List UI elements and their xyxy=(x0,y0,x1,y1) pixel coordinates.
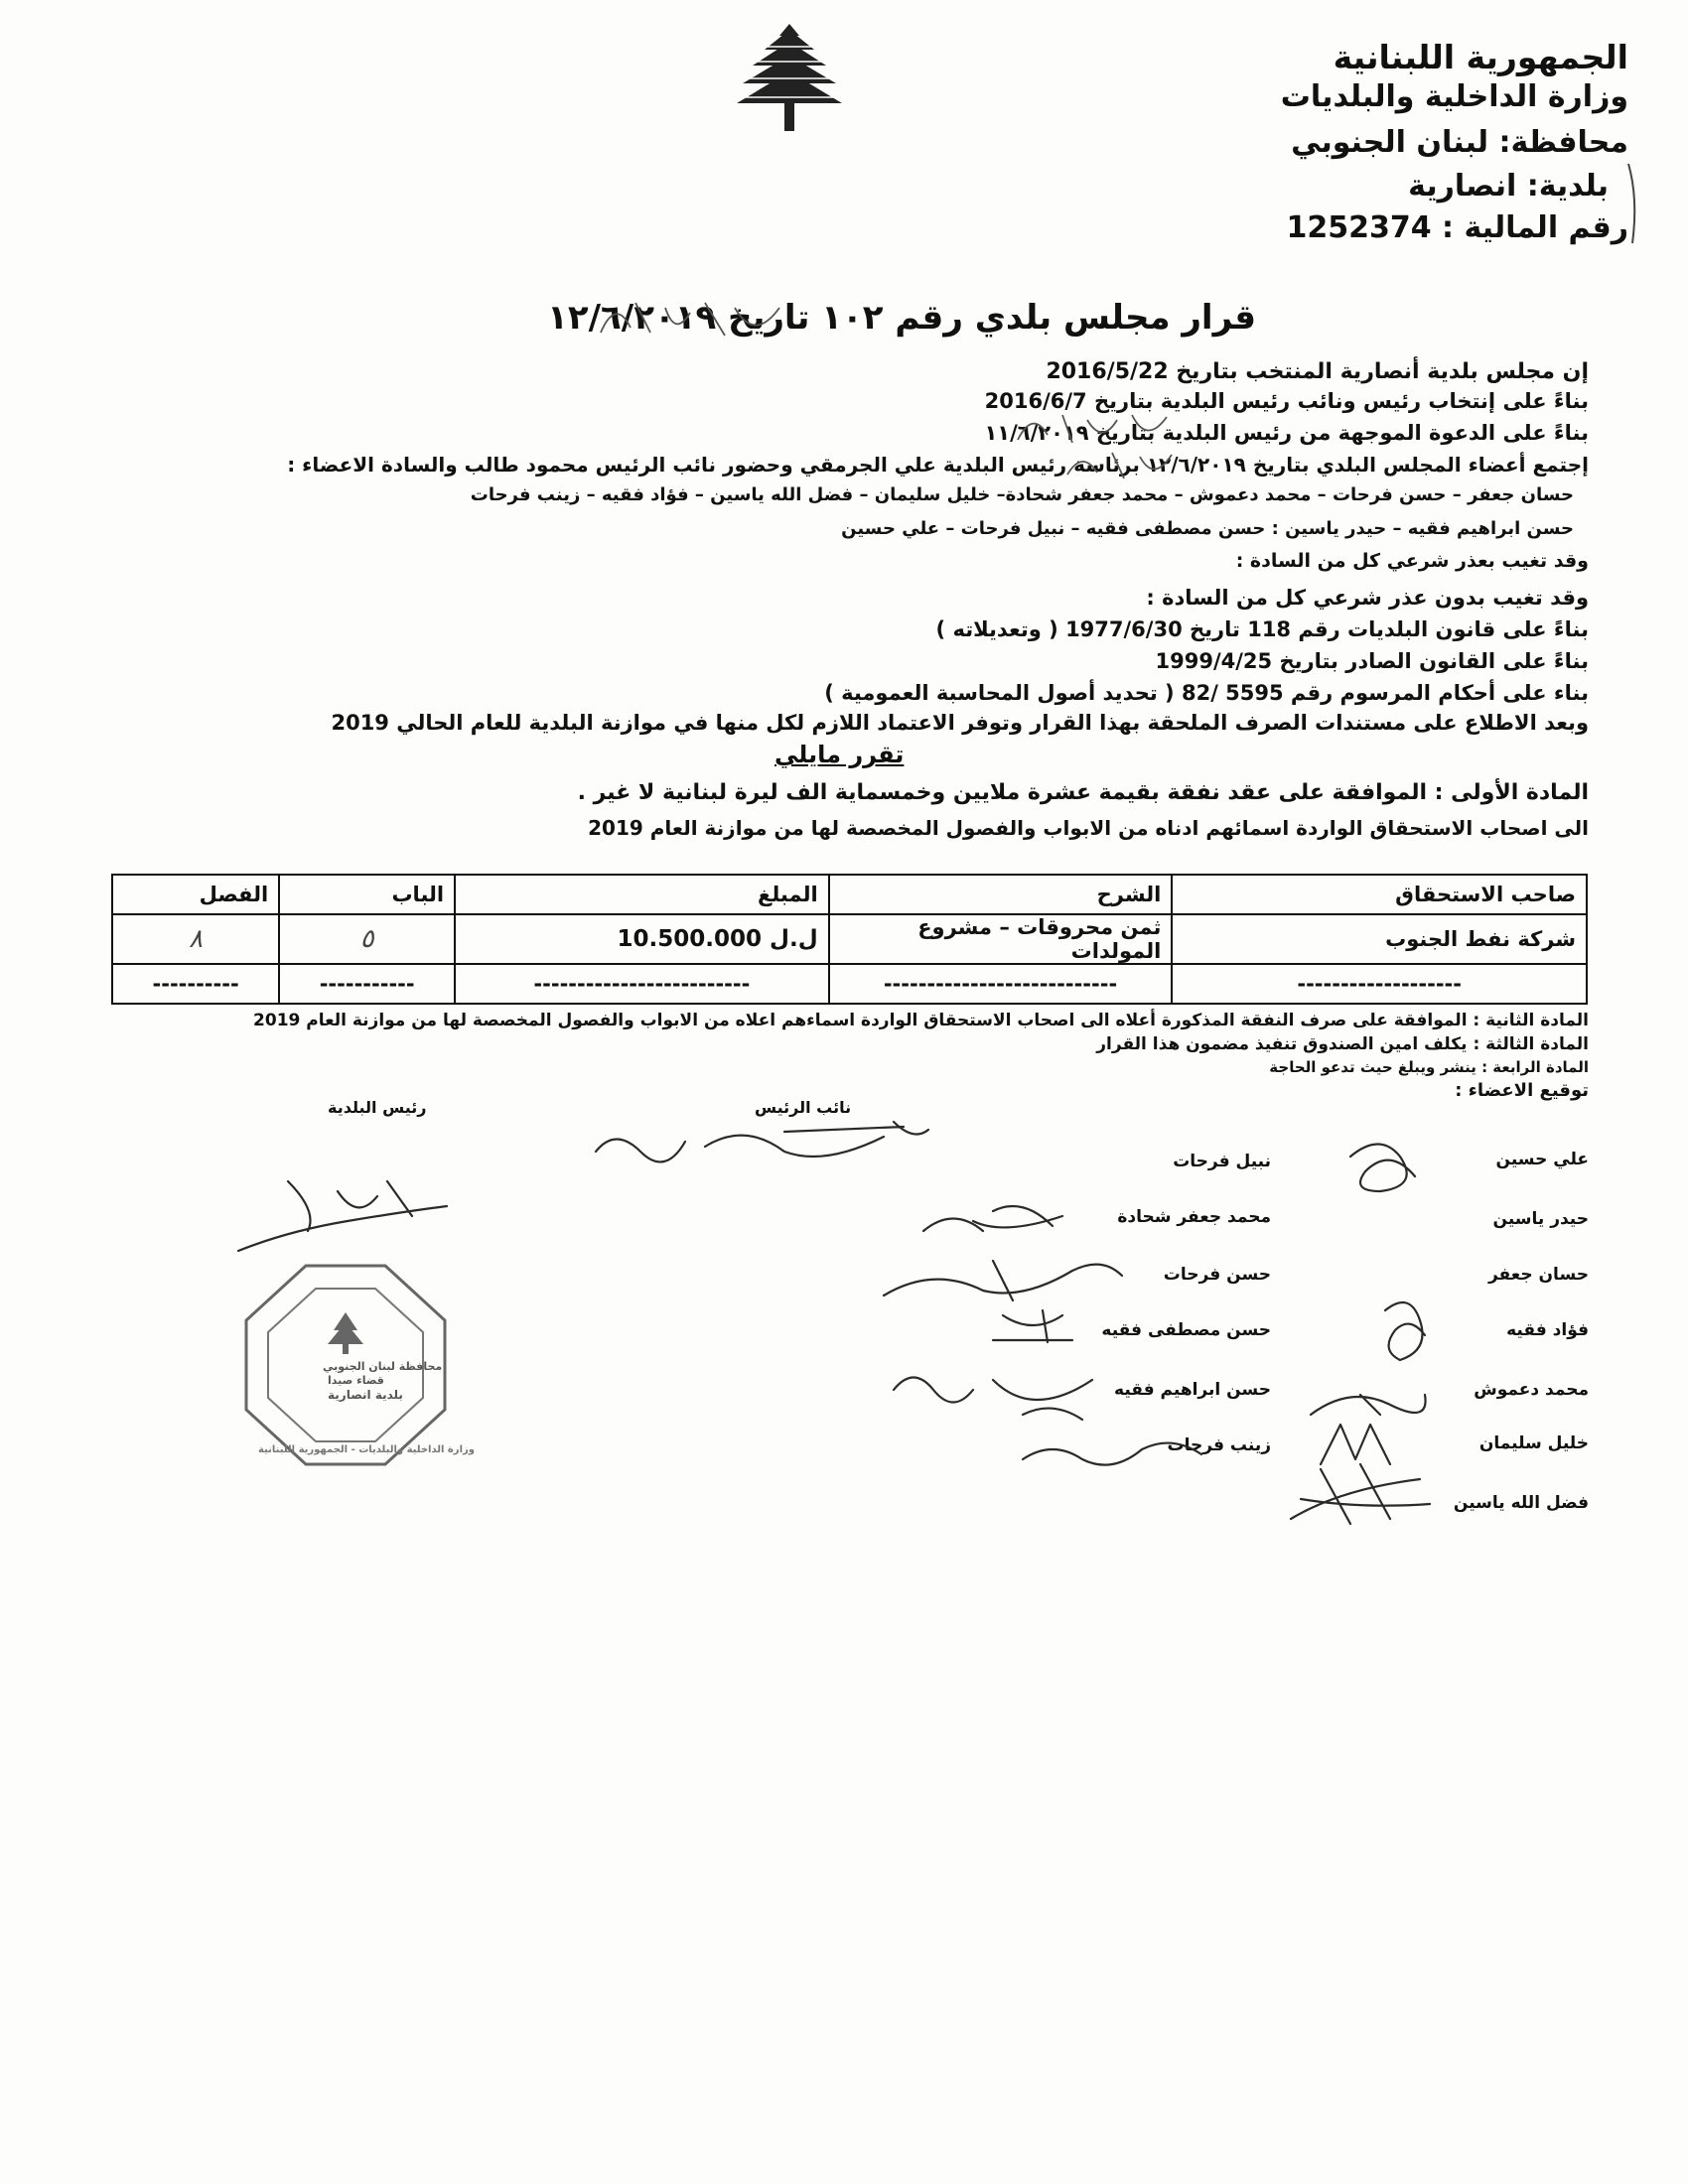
margin-mark-icon xyxy=(1618,159,1648,248)
table-cell-dash: ----------- xyxy=(279,964,455,1004)
member-name-right-6: خليل سليمان xyxy=(1478,1433,1589,1453)
table-header-beneficiary: صاحب الاستحقاق xyxy=(1172,875,1587,914)
article-4: المادة الرابعة : ينشر ويبلغ حيث تدعو الحاجة xyxy=(1269,1058,1589,1076)
member-name-mid-5: حسن ابراهيم فقيه xyxy=(1114,1380,1271,1400)
preamble-line-6: حسن ابراهيم فقيه – حيدر ياسين : حسن مصطفى فقيه – نبيل فرحات – علي حسين xyxy=(841,518,1574,539)
stamp-inner-governorate: محافظة لبنان الجنوبي xyxy=(323,1360,443,1373)
article-3: المادة الثالثة : يكلف امين الصندوق تنفيذ مضمون هذا القرار xyxy=(1096,1034,1589,1054)
members-signature-label: توقيع الاعضاء : xyxy=(1455,1080,1589,1101)
member-name-mid-4: حسن مصطفى فقيه xyxy=(1101,1320,1271,1340)
mayor-label: رئيس البلدية xyxy=(328,1098,427,1117)
deputy-signature-icon xyxy=(586,1112,943,1191)
header-municipality: بلدية: انصارية xyxy=(1408,169,1609,204)
table-header-description: الشرح xyxy=(829,875,1173,914)
table-cell-dash: ------------------------- xyxy=(455,964,829,1004)
preamble-line-12: وبعد الاطلاع على مستندات الصرف الملحقة بهذا القرار وتوفر الاعتماد اللازم لكل منها في موازنة البلدية للعام الحالي 2019 xyxy=(331,711,1589,735)
decision-title: قرار مجلس بلدي رقم ١٠٢ تاريخ ١٢/٦/٢٠١٩ xyxy=(547,298,1256,338)
table-cell-dash: ------------------- xyxy=(1172,964,1587,1004)
table-cell-dash: ---------- xyxy=(112,964,279,1004)
member-signature-ali-hussein-icon xyxy=(1331,1127,1440,1206)
preamble-line-3: بناءً على الدعوة الموجهة من رئيس البلدية بتاريخ ١١/٦/٢٠١٩ xyxy=(984,421,1589,445)
member-name-right-3: حسان جعفر xyxy=(1487,1265,1589,1285)
member-name-right-4: فؤاد فقيه xyxy=(1506,1320,1589,1340)
member-name-mid-3: حسن فرحات xyxy=(1163,1265,1271,1285)
member-name-mid-2: محمد جعفر شحادة xyxy=(1117,1207,1271,1227)
preamble-line-11: بناء على أحكام المرسوم رقم 5595 /82 ( تحديد أصول المحاسبة العمومية ) xyxy=(824,681,1589,705)
mayor-signature-icon xyxy=(228,1161,457,1261)
table-cell-dash: --------------------------- xyxy=(829,964,1173,1004)
preamble-line-10: بناءً على القانون الصادر بتاريخ 1999/4/25 xyxy=(1155,649,1589,673)
member-signature-zeinab-icon xyxy=(1013,1420,1211,1474)
table-cell-description: ثمن محروقات – مشروع المولدات xyxy=(829,914,1173,964)
table-cell-chapter: ٨ xyxy=(112,914,279,964)
member-signature-fouad-icon xyxy=(1370,1291,1440,1370)
article-1-recipients: الى اصحاب الاستحقاق الواردة اسمائهم ادناه من الابواب والفصول المخصصة لها من موازنة العام 2019 xyxy=(588,816,1589,840)
table-cell-beneficiary: شركة نفط الجنوب xyxy=(1172,914,1587,964)
table-header-chapter: الفصل xyxy=(112,875,279,914)
preamble-line-7: وقد تغيب بعذر شرعي كل من السادة : xyxy=(1235,550,1589,572)
header-finance-number: رقم المالية : 1252374 xyxy=(1286,210,1628,245)
deputy-label: نائب الرئيس xyxy=(755,1098,852,1117)
member-name-right-2: حيدر ياسين xyxy=(1492,1209,1589,1229)
table-cell-amount: 10.500.000 ل.ل xyxy=(455,914,829,964)
member-name-right-1: علي حسين xyxy=(1495,1150,1589,1169)
table-row xyxy=(112,914,1587,964)
member-name-right-7: فضل الله ياسين xyxy=(1453,1493,1589,1513)
stamp-inner-municipality: بلدية انصارية xyxy=(328,1388,403,1402)
preamble-line-5: حسان جعفر – حسن فرحات – محمد دعموش – محمد جعفر شحادة– خليل سليمان – فضل الله ياسين – فؤاد فقيه – زينب فرحات xyxy=(470,484,1574,505)
cedar-emblem-icon xyxy=(735,22,844,141)
preamble-line-2: بناءً على إنتخاب رئيس ونائب رئيس البلدية بتاريخ 2016/6/7 xyxy=(984,389,1589,413)
member-signature-hasan-mustafa-icon xyxy=(983,1300,1092,1350)
handwritten-date-invite-icon xyxy=(1013,405,1172,450)
header-governorate: محافظة: لبنان الجنوبي xyxy=(1291,125,1628,160)
table-row xyxy=(112,964,1587,1004)
table-header-section: الباب xyxy=(279,875,455,914)
member-signature-fadlallah-icon xyxy=(1281,1459,1440,1529)
header-ministry: وزارة الداخلية والبلديات xyxy=(1280,79,1628,114)
member-name-right-5: محمد دعموش xyxy=(1474,1380,1589,1400)
stamp-outer-text: وزارة الداخلية والبلديات - الجمهورية اللبنانية xyxy=(258,1444,475,1455)
handwritten-date-title-icon xyxy=(596,288,794,347)
table-header-row xyxy=(112,875,1587,914)
member-name-mid-6: زينب فرحات xyxy=(1167,1435,1271,1455)
header-republic: الجمهورية اللبنانية xyxy=(1333,38,1628,76)
preamble-line-4: إجتمع أعضاء المجلس البلدي بتاريخ ١٢/٦/٢٠١٩ برئاسة رئيس البلدية علي الجرمقي وحضور نائب الرئيس محمود طالب والسادة الاعضاء : xyxy=(287,453,1589,477)
allocation-table xyxy=(111,874,1588,1005)
article-1: المادة الأولى : الموافقة على عقد نفقة بقيمة عشرة ملايين وخمسماية الف ليرة لبنانية لا غير . xyxy=(577,780,1589,805)
article-2: المادة الثانية : الموافقة على صرف النفقة المذكورة أعلاه الى اصحاب الاستحقاق الواردة اسماءهم اعلاه من الابواب والفصول المخصصة لها من موازنة العام 2019 xyxy=(253,1011,1589,1030)
stamp-inner-district: قضاء صيدا xyxy=(328,1374,384,1387)
preamble-line-9: بناءً على قانون البلديات رقم 118 تاريخ 1977/6/30 ( وتعديلاته ) xyxy=(935,617,1589,641)
table-cell-section: ٥ xyxy=(279,914,455,964)
preamble-line-8: وقد تغيب بدون عذر شرعي كل من السادة : xyxy=(1146,586,1589,610)
member-name-mid-1: نبيل فرحات xyxy=(1173,1152,1271,1171)
handwritten-date-meeting-icon xyxy=(1062,445,1182,484)
table-header-amount: المبلغ xyxy=(455,875,829,914)
decision-heading: تقرر مايلي xyxy=(774,741,905,768)
preamble-line-1: إن مجلس بلدية أنصارية المنتخب بتاريخ 2016/5/22 xyxy=(1046,359,1589,384)
member-signature-shahada-icon xyxy=(914,1191,1072,1246)
